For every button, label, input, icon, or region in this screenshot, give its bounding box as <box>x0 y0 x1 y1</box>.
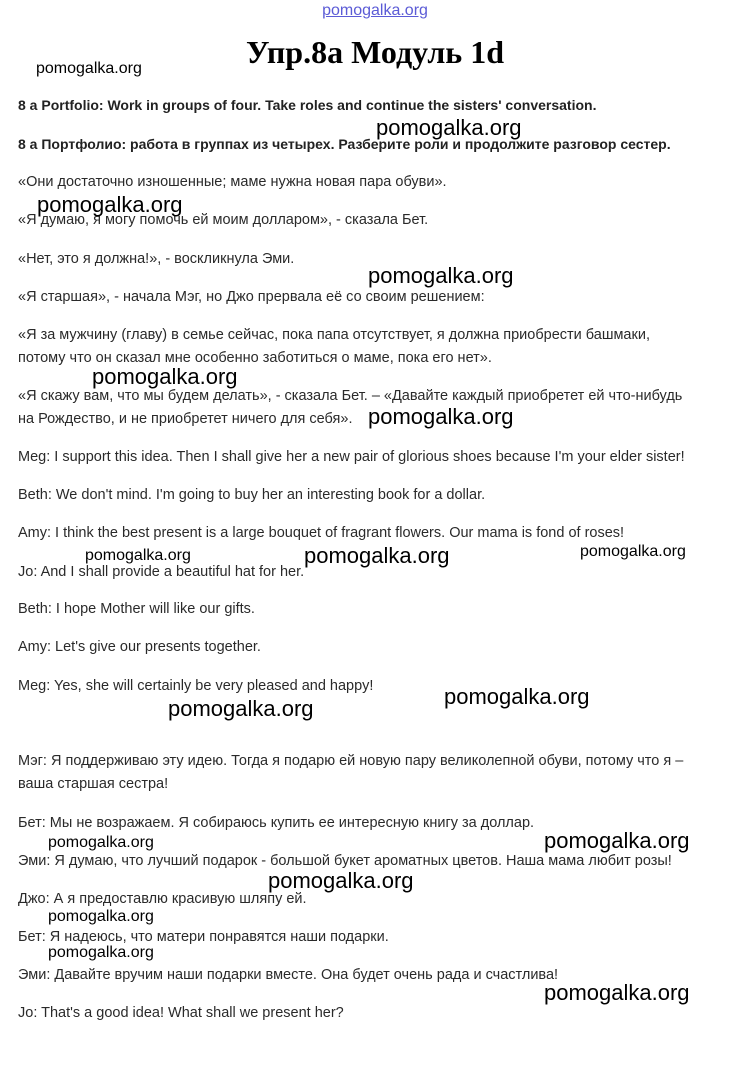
text-line: потому что он сказал мне особенно заботиться о маме, пока его нет». <box>18 350 492 366</box>
watermark: pomogalka.org <box>48 834 154 851</box>
page-title: Упр.8а Модуль 1d <box>245 34 504 70</box>
watermark: pomogalka.org <box>37 192 183 217</box>
dialogue-line: Джо: А я предоставлю красивую шляпу ей. <box>18 891 307 907</box>
watermark: pomogalka.org <box>544 828 690 853</box>
watermark: pomogalka.org <box>444 684 590 709</box>
dialogue-line: Эми: Я думаю, что лучший подарок - большой букет ароматных цветов. Наша мама любит розы! <box>18 853 672 869</box>
text-line: «Я думаю, я могу помочь ей моим долларом», - сказала Бет. <box>18 212 429 228</box>
dialogue-line: Amy: I think the best present is a large bouquet of fragrant flowers. Our mama is fond of roses! <box>18 525 625 541</box>
dialogue-line: Бет: Я надеюсь, что матери понравятся наши подарки. <box>18 929 389 945</box>
watermark: pomogalka.org <box>268 868 414 893</box>
dialogue-line: Эми: Давайте вручим наши подарки вместе. Она будет очень рада и счастлива! <box>18 967 559 983</box>
dialogue-line: Jo: That's a good idea! What shall we present her? <box>18 1005 344 1021</box>
watermark: pomogalka.org <box>48 908 154 925</box>
dialogue-line: Beth: We don't mind. I'm going to buy her an interesting book for a dollar. <box>18 487 486 503</box>
dialogue-line: Jo: And I shall provide a beautiful hat for her. <box>18 564 305 580</box>
dialogue-line: ваша старшая сестра! <box>18 776 169 792</box>
text-line: «Я за мужчину (главу) в семье сейчас, пока папа отсутствует, я должна приобрести башмаки, <box>18 327 650 343</box>
dialogue-line: Amy: Let's give our presents together. <box>18 639 261 655</box>
watermark: pomogalka.org <box>376 115 522 140</box>
dialogue-line: Meg: I support this idea. Then I shall give her a new pair of glorious shoes because I'm your elder sister! <box>18 449 685 465</box>
text-line: «Они достаточно изношенные; маме нужна новая пара обуви». <box>18 174 447 190</box>
watermark: pomogalka.org <box>580 543 686 560</box>
text-line: «Я скажу вам, что мы будем делать», - сказала Бет. – «Давайте каждый приобретет ей что-нибудь <box>18 388 683 404</box>
dialogue-line: Бет: Мы не возражаем. Я собираюсь купить ее интересную книгу за доллар. <box>18 815 535 831</box>
text-line: «Я старшая», - начала Мэг, но Джо прервала её со своим решением: <box>18 289 485 305</box>
text-line: на Рождество, и не приобретет ничего для себя». <box>18 411 353 427</box>
watermark: pomogalka.org <box>544 980 690 1005</box>
watermark: pomogalka.org <box>85 547 191 564</box>
watermark: pomogalka.org <box>304 543 450 568</box>
watermark: pomogalka.org <box>368 263 514 288</box>
watermark: pomogalka.org <box>168 696 314 721</box>
dialogue-line: Meg: Yes, she will certainly be very pleased and happy! <box>18 678 374 694</box>
watermark: pomogalka.org <box>368 404 514 429</box>
site-link[interactable]: pomogalka.org <box>322 2 428 19</box>
watermark: pomogalka.org <box>36 60 142 77</box>
dialogue-line: Beth: I hope Mother will like our gifts. <box>18 601 255 617</box>
task-english: 8 a Portfolio: Work in groups of four. Take roles and continue the sisters' conversation. <box>18 97 597 113</box>
task-russian: 8 а Портфолио: работа в группах из четырех. Разберите роли и продолжите разговор сестер. <box>18 136 671 152</box>
watermark: pomogalka.org <box>92 364 238 389</box>
text-line: «Нет, это я должна!», - воскликнула Эми. <box>18 251 295 267</box>
watermark: pomogalka.org <box>48 944 154 961</box>
dialogue-line: Мэг: Я поддерживаю эту идею. Тогда я подарю ей новую пару великолепной обуви, потому что я – <box>18 753 684 769</box>
